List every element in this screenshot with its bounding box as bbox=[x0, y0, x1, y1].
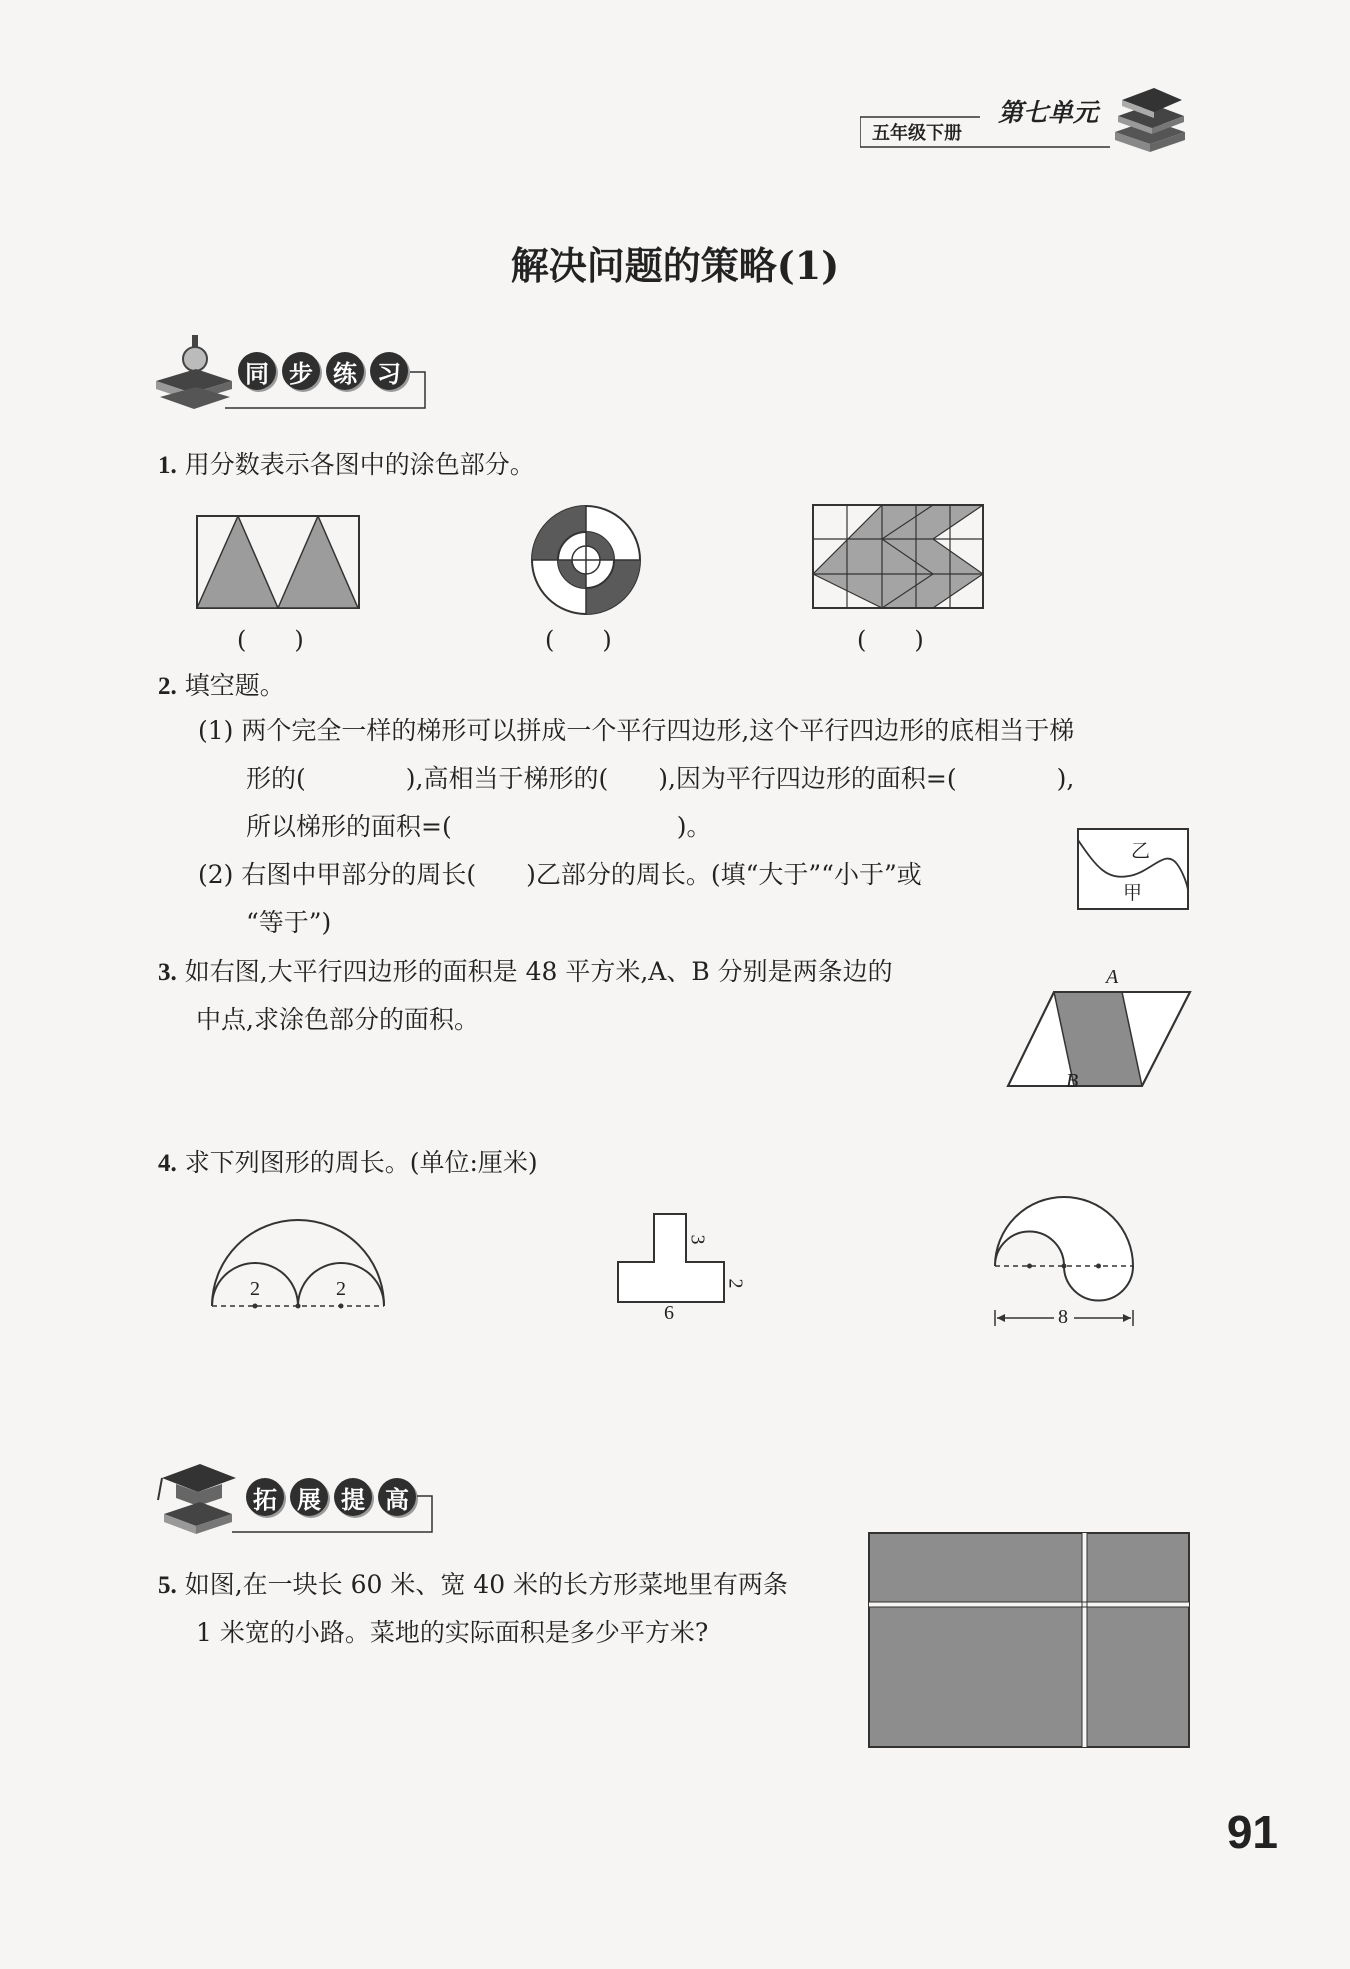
q1-figure-rings bbox=[530, 504, 642, 616]
q2-part1-line1: (1) 两个完全一样的梯形可以拼成一个平行四边形,这个平行四边形的底相当于梯 bbox=[198, 716, 1075, 745]
badge-char: 提 bbox=[334, 1478, 372, 1516]
section-practice-underline bbox=[225, 368, 430, 410]
q4-figure-yinyang-curve bbox=[988, 1192, 1138, 1340]
q3-label-b: B bbox=[1066, 1070, 1079, 1092]
badge-char: 同 bbox=[238, 352, 276, 390]
page-title: 解决问题的策略(1) bbox=[510, 243, 840, 288]
graduation-cap-books-icon bbox=[152, 1456, 236, 1536]
q4-fig2-label-bottom: 6 bbox=[664, 1302, 674, 1324]
q2-prompt bbox=[158, 667, 285, 706]
q4-figure-arches bbox=[208, 1218, 388, 1310]
badge-char: 展 bbox=[290, 1478, 328, 1516]
q2-text: 填空题。 bbox=[184, 671, 285, 700]
q3-line1: 如右图,大平行四边形的面积是 48 平方米,A、B 分别是两条边的 bbox=[184, 957, 893, 986]
badge-char: 步 bbox=[282, 352, 320, 390]
q4-fig2-label-right: 2 bbox=[724, 1278, 747, 1289]
badge-char: 高 bbox=[378, 1478, 416, 1516]
q2-number: 2. bbox=[158, 673, 177, 700]
q2-label-yi: 乙 bbox=[1131, 840, 1151, 862]
header-tab bbox=[860, 95, 1110, 149]
grade-label: 五年级下册 bbox=[872, 123, 962, 144]
badge-char: 拓 bbox=[246, 1478, 284, 1516]
q1-answer-blank-2[interactable]: ( ) bbox=[545, 626, 612, 654]
badge-char: 练 bbox=[326, 352, 364, 390]
q5-figure-field bbox=[868, 1532, 1190, 1748]
q4-number: 4. bbox=[158, 1150, 177, 1177]
q3-figure-parallelogram bbox=[1006, 966, 1192, 1092]
q5-line1: 如图,在一块长 60 米、宽 40 米的长方形菜地里有两条 bbox=[184, 1570, 789, 1599]
q3-label-a: A bbox=[1106, 966, 1119, 988]
q4-figure-arches-shape bbox=[208, 1218, 388, 1310]
q1-number: 1. bbox=[158, 452, 177, 479]
page-number: 91 bbox=[1226, 1806, 1278, 1858]
section-extension-underline bbox=[232, 1492, 437, 1534]
q2-figure-split-rect bbox=[1077, 828, 1189, 910]
q4-figure-t-shape-outline bbox=[616, 1212, 766, 1306]
q3-line1-wrap bbox=[158, 953, 893, 992]
q2-label-jia: 甲 bbox=[1123, 882, 1143, 904]
badge-char: 习 bbox=[370, 352, 408, 390]
q3-figure-shape bbox=[1006, 990, 1192, 1090]
q1-answer-blank-3[interactable]: ( ) bbox=[857, 626, 924, 654]
q5-line1-wrap bbox=[158, 1566, 788, 1605]
q1-figure-triangles bbox=[196, 515, 361, 610]
q5-number: 5. bbox=[158, 1572, 177, 1599]
q3-number: 3. bbox=[158, 959, 177, 986]
q2-part1-line3: 所以梯形的面积=( )。 bbox=[246, 812, 712, 841]
unit-label: 第七单元 bbox=[998, 98, 1099, 127]
lamp-books-icon bbox=[152, 333, 232, 413]
q3-line2: 中点,求涂色部分的面积。 bbox=[196, 1005, 479, 1034]
q4-prompt bbox=[158, 1144, 538, 1183]
q2-part2-line2: “等于”) bbox=[246, 908, 332, 937]
q1-answer-blank-1[interactable]: ( ) bbox=[237, 626, 304, 654]
q4-fig1-label-b: 2 bbox=[336, 1278, 346, 1300]
q1-prompt bbox=[158, 446, 535, 485]
q5-line2: 1 米宽的小路。菜地的实际面积是多少平方米? bbox=[196, 1618, 709, 1647]
q1-text: 用分数表示各图中的涂色部分。 bbox=[184, 450, 535, 479]
q4-text: 求下列图形的周长。(单位:厘米) bbox=[184, 1148, 538, 1177]
q1-figure-grid bbox=[812, 504, 984, 610]
books-icon bbox=[1110, 82, 1190, 154]
q2-part1-line2: 形的( ),高相当于梯形的( ),因为平行四边形的面积=( ), bbox=[246, 764, 1075, 793]
q4-fig3-label-width: 8 bbox=[1058, 1306, 1068, 1328]
q2-part2-line1: (2) 右图中甲部分的周长( )乙部分的周长。(填“大于”“小于”或 bbox=[198, 860, 922, 889]
q4-fig1-label-a: 2 bbox=[250, 1278, 260, 1300]
q4-figure-t-shape bbox=[616, 1212, 766, 1327]
q4-fig2-label-top: 3 bbox=[686, 1234, 709, 1245]
